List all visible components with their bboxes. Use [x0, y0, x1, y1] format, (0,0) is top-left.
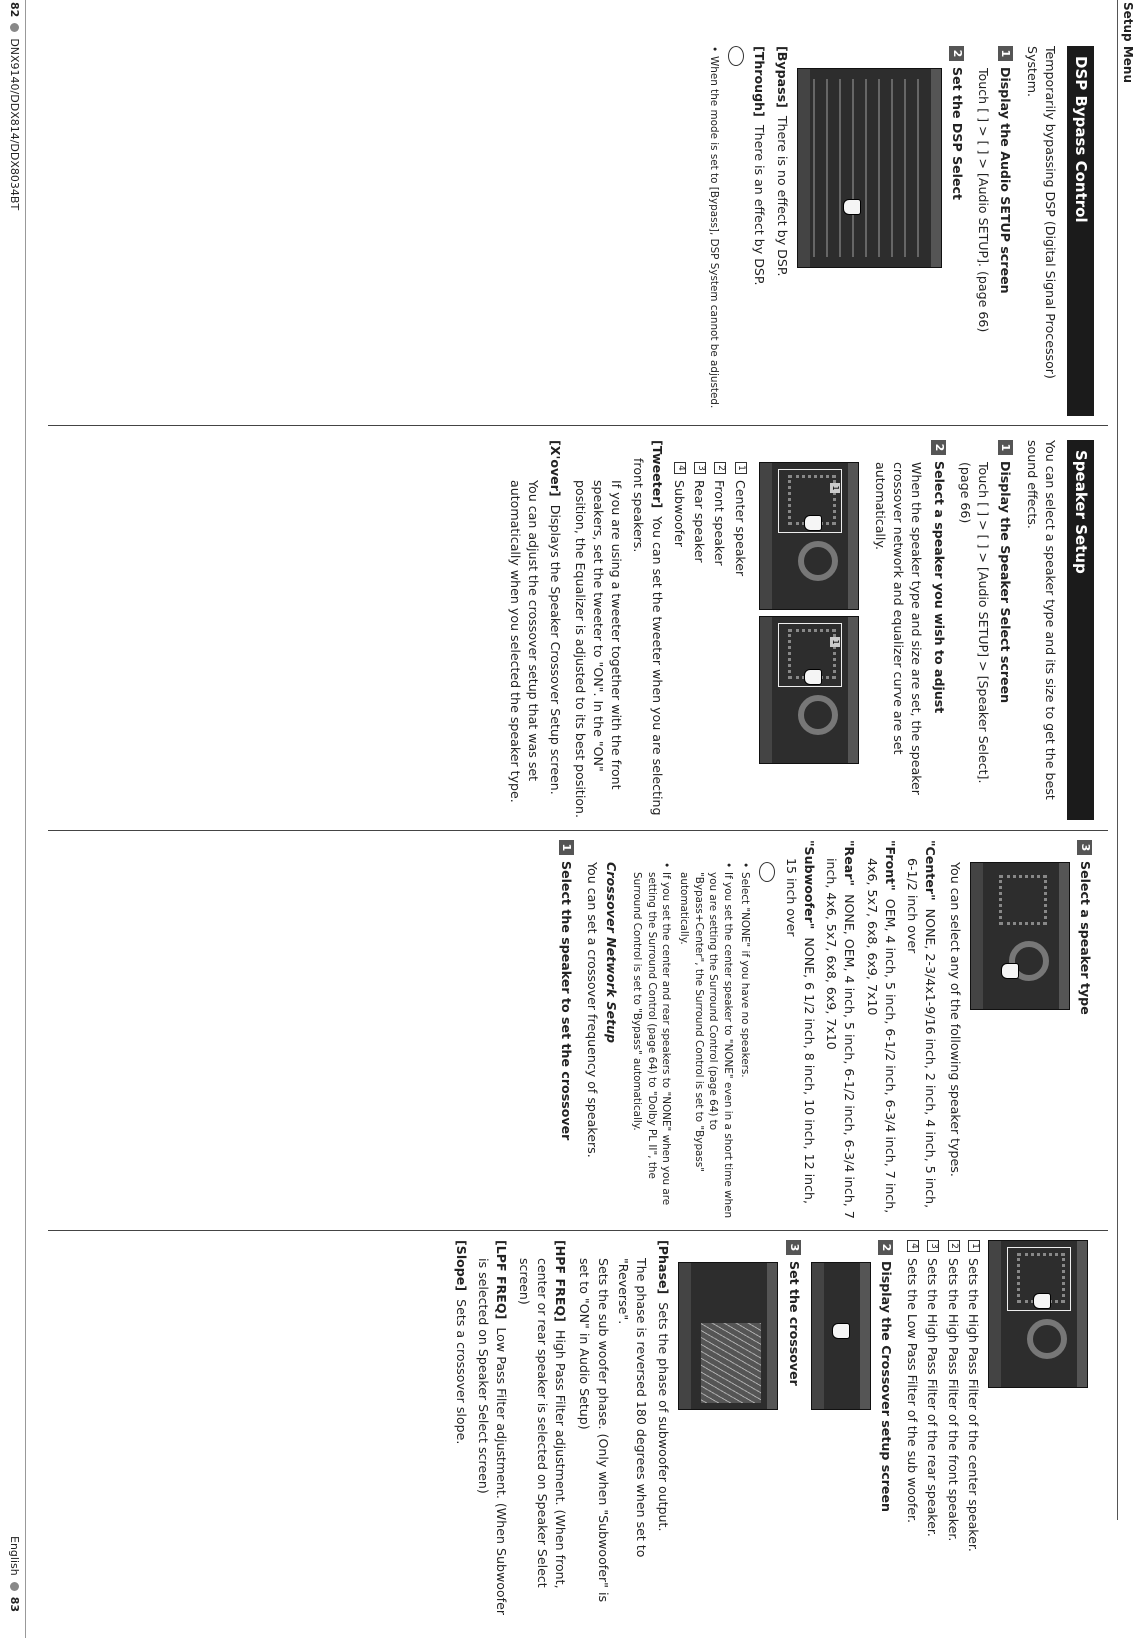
xover-definition: [X'over] Displays the Speaker Crossover Setup screen.: [548, 440, 564, 795]
list-item: 3 Rear speaker: [690, 462, 708, 820]
page-number-right: 83: [8, 1596, 21, 1613]
speaker-setup-content: [500, 440, 1094, 820]
speaker-step-2-text: When the speaker type and size are set, the speaker crossover network and equalizer curve are set automatically.: [873, 462, 925, 795]
section-header: Setup Menu: [1121, 2, 1135, 83]
dsp-note-list: [706, 46, 721, 416]
center-types: "Center" NONE, 2-3/4x1-9/16 inch, 2 inch, 4 inch, 5 inch, 6-1/2 inch over: [905, 840, 939, 1209]
speaker-step-1: [996, 440, 1014, 820]
term: [Through]: [752, 46, 768, 117]
tweeter-definition: [Tweeter] You can set the tweeter when you are selecting front speakers.: [631, 440, 665, 816]
dsp-bypass-intro: Temporarily bypassing DSP (Digital Signal Processor) System.: [1024, 46, 1058, 379]
note-item: • If you set the center speaker to "NONE" even in a short time when you are setting the Surround Control (page 64) to "Bypass+Center", the Surround Control is set to "Bypass" automatically.: [676, 862, 734, 1220]
header-rule: [1117, 0, 1118, 1520]
phase-desc-3: Sets the sub woofer phase. (Only when "Subwoofer" is set to "ON" in Audio Setup): [577, 1258, 611, 1603]
crossover-heading: Crossover Network Setup: [603, 862, 619, 1044]
audio-setup-screenshot: [797, 68, 942, 268]
step-number: 1: [998, 440, 1013, 455]
front-types: "Front" OEM, 4 inch, 5 inch, 6-1/2 inch, 6-3/4 inch, 7 inch, 4x6, 5x7, 6x8, 6x9, 7x10: [864, 840, 898, 1214]
column-divider: [48, 830, 1108, 831]
step-title: Set the crossover: [786, 1261, 802, 1386]
step-title: Select the speaker to set the crossover: [559, 861, 575, 1141]
touch-hand-icon: [804, 515, 822, 531]
phase-desc-2: The phase is reversed 180 degrees when set to "Reverse".: [616, 1258, 650, 1558]
footer-dot-icon: [10, 1582, 19, 1591]
hpf-definition: [HPF FREQ] High Pass Filter adjustment. (When front, center or rear speaker is selected on Speaker Select screen): [516, 1240, 569, 1589]
note-item: • Select "NONE" if you have no speakers.: [738, 862, 753, 1220]
crossover-step-3: [785, 1240, 803, 1620]
step-number: 2: [949, 46, 964, 61]
xover-desc-2: You can adjust the crossover setup that was set automatically when you selected the speaker type.: [508, 480, 542, 803]
speaker-list: [670, 440, 749, 820]
column-divider: [48, 425, 1108, 426]
list-item: 2 Sets the High Pass Filter of the front speaker.: [944, 1240, 962, 1620]
list-item: 1 Center speaker: [731, 462, 749, 820]
rear-types: "Rear" NONE, OEM, 4 inch, 5 inch, 6-1/2 inch, 6-3/4 inch, 7 inch, 4x6, 5x7, 6x8, 6x9, 7x10: [824, 840, 858, 1219]
dsp-bypass-section: [703, 46, 1094, 416]
desc: There is an effect by DSP.: [752, 124, 768, 286]
speaker-step-3: [1076, 840, 1094, 1220]
crossover-intro: You can set a crossover frequency of speakers.: [585, 862, 601, 1158]
dsp-bypass-title: DSP Bypass Control: [1067, 46, 1094, 416]
dsp-step-2: [948, 46, 966, 416]
footer-right: [6, 1536, 22, 1612]
step-title: Display the Crossover setup screen: [879, 1261, 894, 1512]
step-number: 1: [559, 840, 574, 855]
note-item: • If you set the center and rear speakers to "NONE" when you are setting the Surround Control (page 64) to "Dolby PL II", the Surround Control is set to "Bypass" automatically.: [630, 862, 674, 1220]
language-label: English: [8, 1536, 21, 1576]
subwoofer-types: "Subwoofer" NONE, 6 1/2 inch, 8 inch, 10 inch, 12 inch, 15 inch over: [783, 840, 817, 1205]
touch-hand-icon: [832, 1323, 850, 1339]
touch-hand-icon: [843, 199, 861, 215]
slope-definition: [Slope] Sets a crossover slope.: [454, 1240, 469, 1445]
list-item: 2 Front speaker: [710, 462, 728, 820]
step-title: Display the Audio SETUP screen: [998, 67, 1014, 294]
note-memo-icon: [728, 46, 744, 66]
step-title: Set the DSP Select: [950, 67, 965, 201]
desc: There is no effect by DSP.: [774, 115, 790, 277]
touch-hand-icon: [804, 669, 822, 685]
list-item: 4 Sets the Low Pass Filter of the sub woofer.: [903, 1240, 921, 1620]
step-number: 2: [878, 1240, 893, 1255]
speaker-step-1-text: Touch [ ] > [ ] > [Audio SETUP] > [Speaker Select]. (page 66): [958, 462, 992, 784]
crossover-list: [903, 1240, 982, 1620]
through-definition: [750, 46, 768, 416]
speaker-type-intro: You can select any of the following speaker types.: [947, 862, 963, 1177]
note-memo-icon: [760, 862, 776, 882]
speaker-select-screenshot: 1: [759, 462, 859, 610]
touch-hand-icon: [1033, 1293, 1051, 1309]
speaker-select-screenshots: [753, 440, 865, 820]
speaker-step-2: [930, 440, 948, 820]
step-title: Select a speaker type: [1078, 861, 1093, 1015]
term: [Bypass]: [774, 46, 790, 108]
crossover-button-screenshot: [811, 1262, 871, 1410]
speaker-type-notes: [630, 840, 753, 1220]
list-item: 1 Sets the High Pass Filter of the center speaker.: [964, 1240, 982, 1620]
bypass-definition: [773, 46, 791, 416]
step-number: 1: [998, 46, 1013, 61]
step-number: 3: [786, 1240, 801, 1255]
step-title: Display the Speaker Select screen: [998, 461, 1014, 704]
phase-definition: [Phase] Sets the phase of subwoofer output.: [656, 1240, 672, 1532]
footer-dot-icon: [10, 23, 19, 32]
footer-rule: [25, 0, 26, 1638]
column-divider: [48, 1230, 1108, 1231]
crossover-graph-screenshot: [679, 1262, 779, 1410]
speaker-setup-intro: You can select a speaker type and its size to get the best sound effects.: [1024, 440, 1058, 800]
crossover-section: [448, 1240, 1094, 1620]
tweeter-desc-2: If you are using a tweeter together with the front speakers, set the tweeter to "ON". In the "ON" position, the Equalizer is adjusted to its best position.: [572, 480, 625, 819]
crossover-step-2: [877, 1240, 895, 1620]
step-title: Select a speaker you wish to adjust: [931, 461, 947, 714]
model-number: DNX9140/DDX814/DDX8034BT: [8, 38, 21, 211]
dsp-step-1: [996, 46, 1014, 416]
touch-hand-icon: [1001, 963, 1019, 979]
step-number: 2: [931, 440, 946, 455]
speaker-type-section: [553, 840, 1094, 1220]
list-item: 3 Sets the High Pass Filter of the rear speaker.: [923, 1240, 941, 1620]
speaker-type-screenshot: [970, 862, 1070, 1010]
dsp-step-1-text: Touch [ ] > [ ] > [Audio SETUP]. (page 66): [976, 68, 992, 333]
page-number-left: 82: [8, 2, 21, 18]
step-number: 3: [1077, 840, 1092, 855]
speaker-select-screenshot: 1: [759, 616, 859, 764]
crossover-select-screenshot: [988, 1240, 1088, 1388]
note-item: • When the mode is set to [Bypass], DSP System cannot be adjusted.: [706, 46, 721, 416]
speaker-setup-title: Speaker Setup: [1067, 440, 1094, 820]
crossover-step-1: [557, 840, 575, 1220]
footer-left: [6, 2, 22, 210]
lpf-definition: [LPF FREQ] Low Pass Filter adjustment. (When Subwoofer is selected on Speaker Select screen): [476, 1240, 510, 1616]
list-item: 4 Subwoofer: [670, 462, 688, 820]
